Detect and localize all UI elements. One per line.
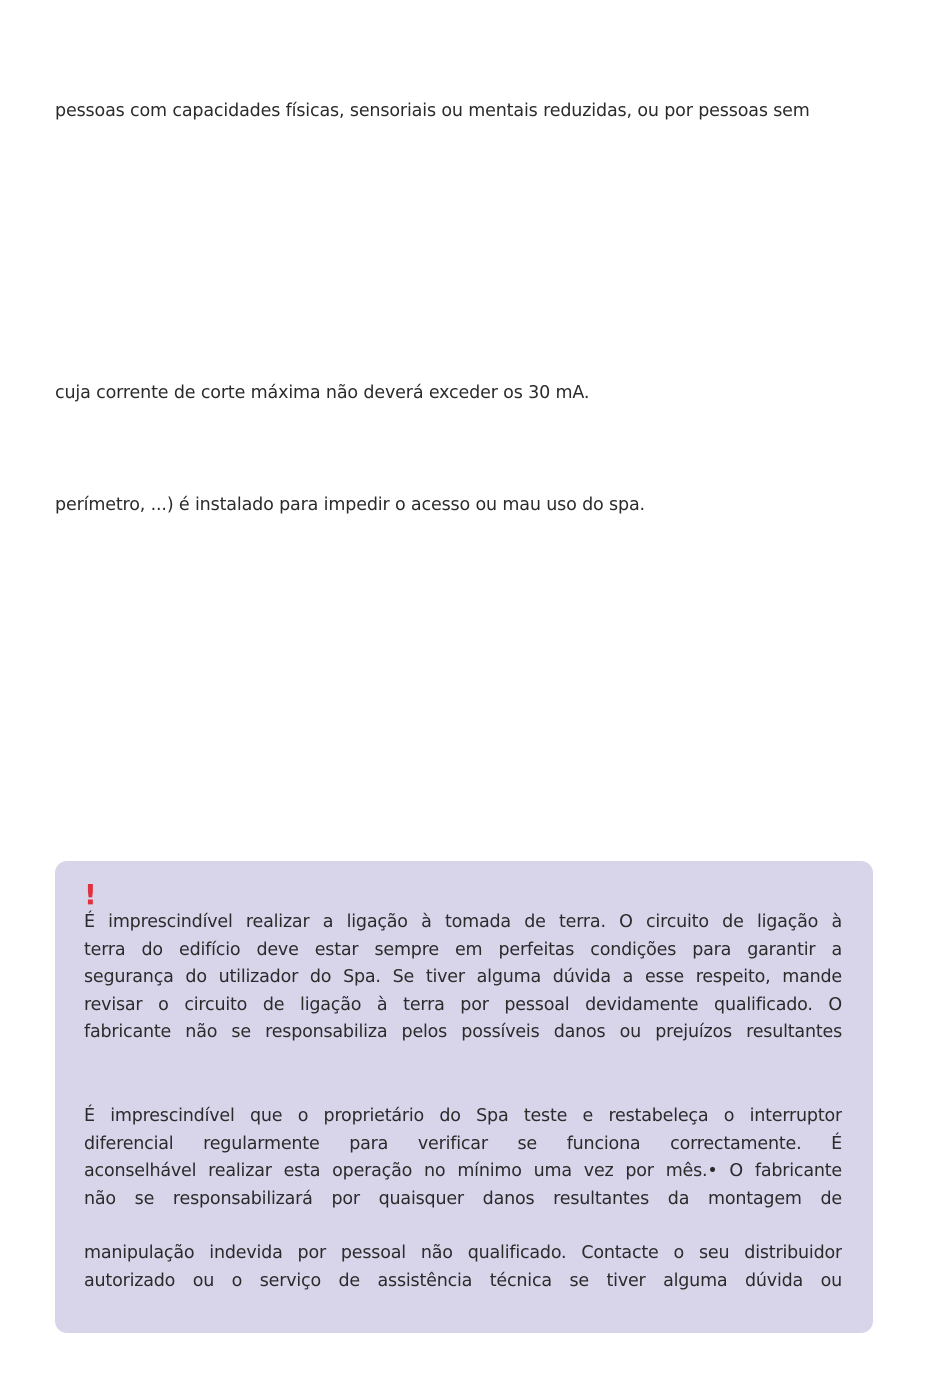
text-line-perimetro: perímetro, ...) é instalado para impedir o acesso ou mau uso do spa. [55,495,645,515]
warning-line: revisar o circuito de ligação à terra por pessoal devidamente qualificado. O [84,994,842,1015]
warning-line: autorizado ou o serviço de assistência técnica se tiver alguma dúvida ou [84,1270,842,1291]
text-line-corrente-de-corte: cuja corrente de corte máxima não deverá exceder os 30 mA. [55,383,590,403]
warning-line: não se responsabilizará por quaisquer danos resultantes da montagem de [84,1188,842,1209]
warning-line: terra do edifício deve estar sempre em perfeitas condições para garantir a [84,939,842,960]
exclamation-icon: ! [84,878,97,911]
warning-paragraph-earthing [84,909,842,1047]
warning-line: diferencial regularmente para verificar se funciona correctamente. É [84,1133,842,1154]
warning-paragraph-differential-switch [84,1103,842,1213]
warning-line: fabricante não se responsabiliza pelos possíveis danos ou prejuízos resultantes [84,1022,842,1043]
warning-line: segurança do utilizador do Spa. Se tiver alguma dúvida a esse respeito, mande [84,967,842,988]
warning-line: É imprescindível que o proprietário do Spa teste e restabeleça o interruptor [84,1106,842,1126]
warning-paragraph-manipulation [84,1240,842,1295]
warning-line: aconselhável realizar esta operação no mínimo uma vez por mês.• O fabricante [84,1161,842,1182]
text-line-capacidades: pessoas com capacidades físicas, sensoriais ou mentais reduzidas, ou por pessoas sem [55,101,810,121]
warning-line: É imprescindível realizar a ligação à tomada de terra. O circuito de ligação à [84,912,842,932]
warning-line: manipulação indevida por pessoal não qualificado. Contacte o seu distribuidor [84,1243,842,1263]
